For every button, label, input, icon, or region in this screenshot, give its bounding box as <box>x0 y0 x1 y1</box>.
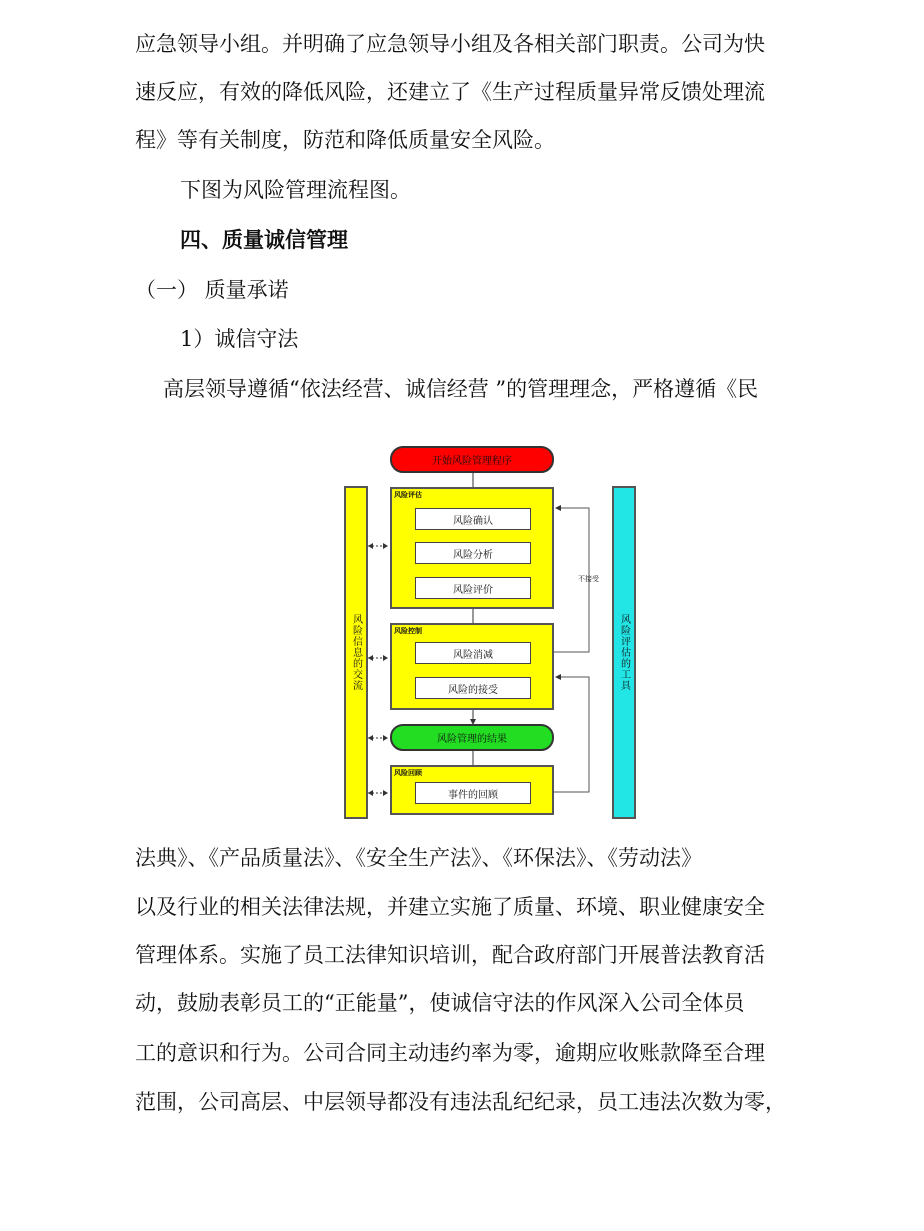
result-node: 风险管理的结果 <box>390 724 554 751</box>
right-bar-label: 风险评估的工具 <box>618 614 630 691</box>
step-risk-analysis: 风险分析 <box>415 542 531 564</box>
paragraph-line: 工的意识和行为。公司合同主动违约率为零，逾期应收账款降至合理 <box>135 1041 765 1065</box>
section-heading: 四、质量诚信管理 <box>180 227 348 252</box>
paragraph-line: 管理体系。实施了员工法律知识培训，配合政府部门开展普法教育活 <box>135 943 765 967</box>
paragraph-line: 程》等有关制度，防范和降低质量安全风险。 <box>135 128 555 152</box>
paragraph-line: 动，鼓励表彰员工的“正能量”，使诚信守法的作风深入公司全体员 <box>135 991 745 1015</box>
review-title: 风险回顾 <box>394 769 422 777</box>
paragraph-line: 以及行业的相关法律法规，并建立实施了质量、环境、职业健康安全 <box>135 895 765 919</box>
left-bar-risk-communication <box>344 486 368 819</box>
assessment-title: 风险评估 <box>394 491 422 499</box>
left-bar-label: 风险信息的交流 <box>350 614 362 691</box>
item-heading: 1）诚信守法 <box>180 327 299 351</box>
step-event-review: 事件的回顾 <box>415 782 531 804</box>
step-risk-reduction: 风险消减 <box>415 642 531 664</box>
risk-management-flowchart <box>340 440 640 825</box>
control-title: 风险控制 <box>394 627 422 635</box>
step-risk-acceptance: 风险的接受 <box>415 677 531 699</box>
paragraph-line: 法典》、《产品质量法》、《安全生产法》、《环保法》、《劳动法》 <box>135 846 702 870</box>
paragraph-line: 高层领导遵循“依法经营、诚信经营 ”的管理理念，严格遵循《民 <box>163 377 759 401</box>
paragraph-line: 下图为风险管理流程图。 <box>180 178 411 202</box>
step-risk-identification: 风险确认 <box>415 508 531 530</box>
step-risk-evaluation: 风险评价 <box>415 577 531 599</box>
right-bar-assessment-tools <box>612 486 636 819</box>
start-node: 开始风险管理程序 <box>390 446 554 473</box>
not-accepted-label: 不接受 <box>578 575 599 583</box>
paragraph-line: 应急领导小组。并明确了应急领导小组及各相关部门职责。公司为快 <box>135 32 765 56</box>
paragraph-line: 范围，公司高层、中层领导都没有违法乱纪纪录，员工违法次数为零， <box>135 1090 786 1114</box>
subsection-heading: （一） 质量承诺 <box>135 278 289 302</box>
paragraph-line: 速反应，有效的降低风险，还建立了《生产过程质量异常反馈处理流 <box>135 80 765 104</box>
